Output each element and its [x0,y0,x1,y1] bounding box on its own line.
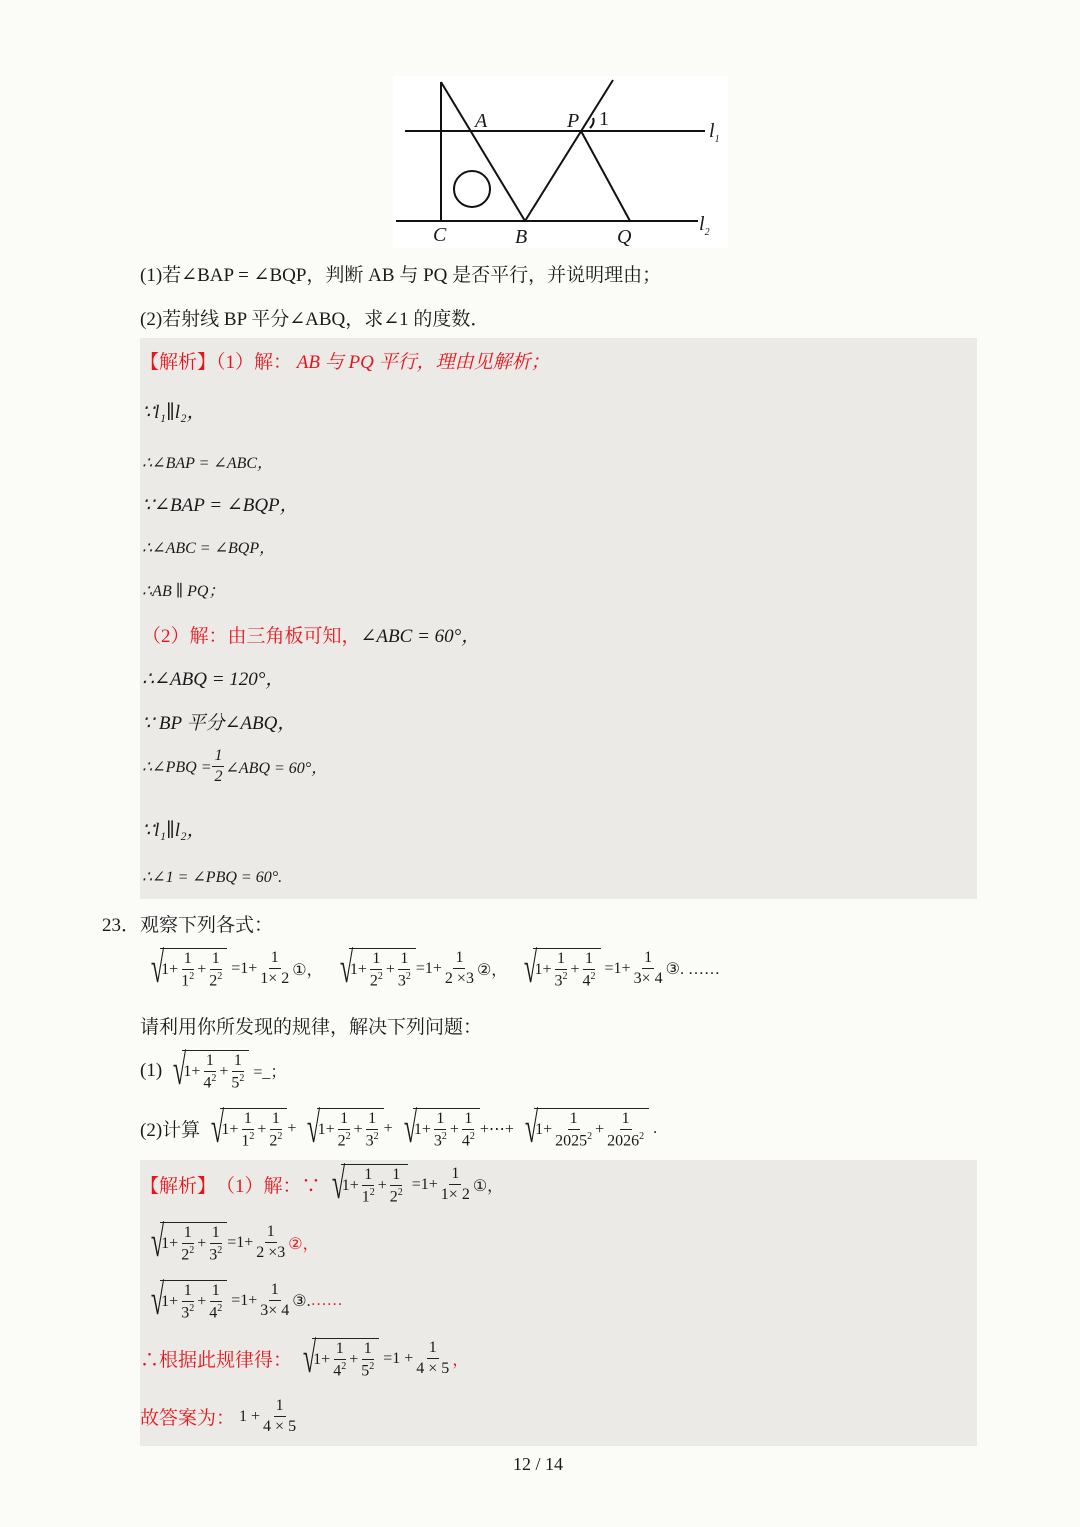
sol22-line-4: ∴∠ABC = ∠BQP， [142,540,276,557]
q23-intro: 请利用你所发现的规律，解决下列问题： [140,1017,483,1038]
label-l1: $l_1$ [709,120,720,145]
sol22-header: 【解析】（1）解： AB 与 PQ 平行，理由见解析； [140,352,550,373]
q23-part1: (1) √ 1+ $\frac{1}{4^2}$ + $\frac{1}{5^2}$ =_； [140,1045,287,1094]
label-b: B [515,226,528,248]
q23-title: 23．观察下列各式： [102,915,274,936]
sol22-line-7: ∴∠ABQ = 120°， [142,669,285,690]
solution-22-panel [140,338,977,899]
geometry-diagram [393,76,728,248]
sol22-line-1: ∵l₁∥l₂， [142,402,206,423]
q23-observed-formulas: √ 1+ $\frac{1}{1^2}$ + $\frac{1}{2^2}$ =1+ $\frac{1}{1\times 2}$ ①， √ 1+ $\frac{1}{2^2}$ + $\frac{1}{3^2}$ =1+ $\frac{1}{2 \times 3}$ ②， √ 1+ $\frac{1}{3^2}$ + $\frac{1}{4^2}$ =1+ $\frac{1}{3\times 4}$ ③. …… [150,943,720,992]
sol22-line-9: ∴∠PBQ = $\frac{1}{2}$ ∠ABQ = 60°， [142,747,328,785]
label-angle-1: 1 [599,108,609,130]
sol23-line-3: √ 1+ $\frac{1}{3^2}$ + $\frac{1}{4^2}$ =1+ $\frac{1}{3\times 4}$ ③. …… [150,1275,343,1324]
sol22-line-11: ∴∠1 = ∠PBQ = 60°. [142,869,283,886]
angle-1-arc [590,118,594,128]
sol22-line-10: ∵l₁∥l₂， [142,820,206,841]
label-l2: $l_2$ [699,213,710,238]
label-q: Q [617,226,632,248]
sol23-line-2: √ 1+ $\frac{1}{2^2}$ + $\frac{1}{3^2}$ =1+ $\frac{1}{2 \times 3}$ ②， [150,1217,319,1266]
sol22-line-3: ∵∠BAP = ∠BQP， [142,495,299,516]
label-p: P [567,110,580,132]
q23-part2: (2)计算 √ 1+ $\frac{1}{1^2}$ + $\frac{1}{2^2}$ + √ 1+ $\frac{1}{2^2}$ + $\frac{1}{3^2}$ + √ 1+ $\frac{1}{3^2}$ + $\frac{1}{4^2}$ +⋯+ √ 1+ $\frac{1}{2025^2}$ + $\frac{1}{2026^2}$ . [140,1103,658,1152]
label-c: C [433,224,447,246]
sol22-part2-head: （2）解：由三角板可知，∠ABC = 60°， [142,626,481,647]
geometry-figure [393,76,728,248]
sol23-header: 【解析】 （1）解：∵ √ 1+ $\frac{1}{1^2}$ + $\frac{1}{2^2}$ =1+ $\frac{1}{1\times 2}$ ①， [140,1159,504,1208]
sol22-line-5: ∴AB ∥ PQ； [142,583,225,600]
segment-pq [581,131,630,221]
triangle-hypotenuse [441,82,525,221]
triangle-hole [454,171,490,207]
q22-part2: (2)若射线 BP 平分∠ABQ，求∠1 的度数． [140,309,490,330]
ray-bp [525,80,613,221]
sol23-rule: ∴根据此规律得： √ 1+ $\frac{1}{4^2}$ + $\frac{1}{5^2}$ =1 + $\frac{1}{4 \times 5}$ ， [140,1333,469,1382]
label-a: A [475,110,488,132]
sol22-line-8: ∵ BP 平分∠ABQ， [142,713,297,734]
sol23-answer: 故答案为： 1 + $\frac{1}{4 \times 5}$ [140,1397,297,1435]
sol22-line-2: ∴∠BAP = ∠ABC， [142,455,274,472]
page-number: 12 / 14 [513,1454,564,1474]
q22-part1: (1)若∠BAP = ∠BQP，判断 AB 与 PQ 是否平行，并说明理由； [140,265,662,286]
